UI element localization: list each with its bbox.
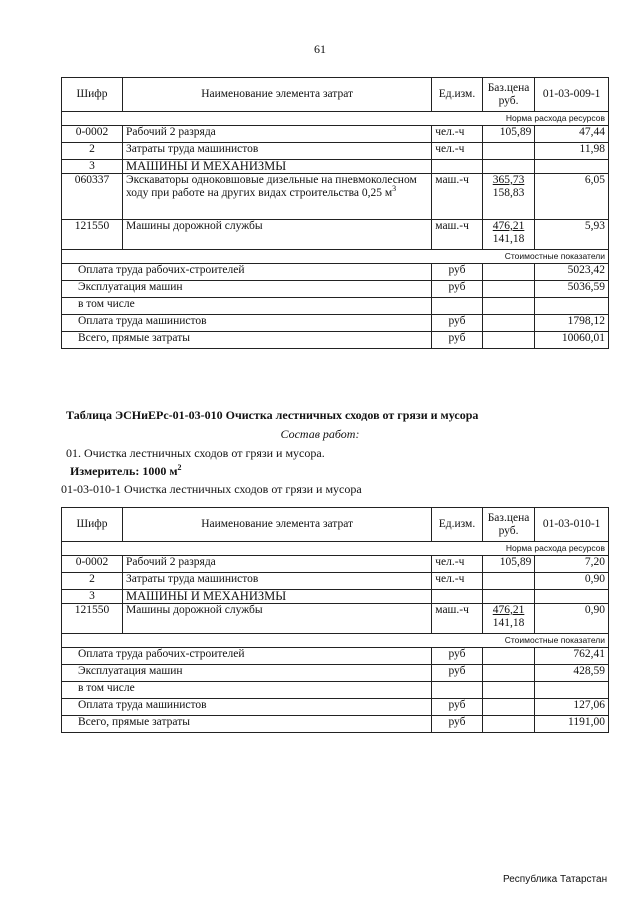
cost-unit: руб	[432, 332, 482, 349]
table-row	[62, 126, 609, 143]
header-code: Шифр	[62, 78, 123, 112]
cost-name: Оплата труда машинистов	[62, 699, 432, 716]
table-row	[62, 604, 609, 634]
cost-value: 5036,59	[535, 281, 609, 298]
row-value: 11,98	[535, 143, 609, 160]
header-name: Наименование элемента затрат	[123, 508, 432, 542]
cost-name: Всего, прямые затраты	[62, 716, 432, 733]
cost-value	[535, 682, 609, 699]
cost-name: Оплата труда рабочих-строителей	[62, 648, 432, 665]
cost-name: Эксплуатация машин	[62, 281, 432, 298]
cost-unit	[432, 682, 482, 699]
cost-subheader-row	[62, 250, 609, 264]
row-unit: чел.-ч	[432, 556, 482, 573]
row-name: Машины дорожной службы	[123, 220, 432, 250]
cost-value: 1798,12	[535, 315, 609, 332]
table-row	[62, 556, 609, 573]
cost-unit: руб	[432, 716, 482, 733]
row-price	[482, 143, 535, 160]
section-title: Таблица ЭСНиЕРс-01-03-010 Очистка лестничных сходов от грязи и мусора	[66, 408, 479, 422]
cost-unit	[432, 298, 482, 315]
table-row	[62, 143, 609, 160]
cost-label: Стоимостные показатели	[62, 250, 609, 264]
cost-unit: руб	[432, 281, 482, 298]
cost-unit: руб	[432, 315, 482, 332]
table-row	[62, 573, 609, 590]
cost-row	[62, 682, 609, 699]
row-name: Рабочий 2 разряда	[123, 126, 432, 143]
header-code: Шифр	[62, 508, 123, 542]
page-number: 61	[314, 42, 326, 56]
row-code: 3	[62, 590, 123, 604]
row-name: МАШИНЫ И МЕХАНИЗМЫ	[123, 590, 432, 604]
table-row	[62, 590, 609, 604]
row-value: 7,20	[535, 556, 609, 573]
row-code: 121550	[62, 220, 123, 250]
norm-subheader-row	[62, 542, 609, 556]
resource-table-1	[61, 77, 609, 349]
table-header-row	[62, 78, 609, 112]
cost-value	[535, 298, 609, 315]
row-price: 476,21 141,18	[482, 604, 535, 634]
row-price: 365,73 158,83	[482, 174, 535, 220]
row-value: 0,90	[535, 604, 609, 634]
table-header-row	[62, 508, 609, 542]
row-price: 105,89	[482, 556, 535, 573]
header-norm-code: 01-03-009-1	[535, 78, 609, 112]
meter: Измеритель: 1000 $м^2$	[70, 463, 182, 478]
row-value: 47,44	[535, 126, 609, 143]
row-name: МАШИНЫ И МЕХАНИЗМЫ	[123, 160, 432, 174]
cost-value: 1191,00	[535, 716, 609, 733]
row-name: Рабочий 2 разряда	[123, 556, 432, 573]
row-code: 121550	[62, 604, 123, 634]
cost-value: 428,59	[535, 665, 609, 682]
row-unit: чел.-ч	[432, 126, 482, 143]
row-name: Затраты труда машинистов	[123, 573, 432, 590]
cost-label: Стоимостные показатели	[62, 634, 609, 648]
row-value: 5,93	[535, 220, 609, 250]
table-row	[62, 160, 609, 174]
row-code: 2	[62, 143, 123, 160]
cost-unit: руб	[432, 264, 482, 281]
header-unit: Ед.изм.	[432, 78, 482, 112]
cost-row	[62, 315, 609, 332]
row-code: 0-0002	[62, 126, 123, 143]
header-name: Наименование элемента затрат	[123, 78, 432, 112]
row-value: 6,05	[535, 174, 609, 220]
cost-row	[62, 332, 609, 349]
cost-name: в том числе	[62, 298, 432, 315]
cost-name: в том числе	[62, 682, 432, 699]
row-unit: маш.-ч	[432, 604, 482, 634]
header-price: Баз.цена руб.	[482, 78, 535, 112]
resource-table-2	[61, 507, 609, 733]
header-norm-code: 01-03-010-1	[535, 508, 609, 542]
cost-name: Оплата труда машинистов	[62, 315, 432, 332]
cost-value: 762,41	[535, 648, 609, 665]
row-unit: маш.-ч	[432, 220, 482, 250]
table-row	[62, 174, 609, 220]
work-item: 01. Очистка лестничных сходов от грязи и мусора.	[66, 446, 325, 460]
cost-name: Эксплуатация машин	[62, 665, 432, 682]
cost-row	[62, 716, 609, 733]
cost-row	[62, 665, 609, 682]
norm-subheader-row	[62, 112, 609, 126]
row-code: 060337	[62, 174, 123, 220]
cost-name: Всего, прямые затраты	[62, 332, 432, 349]
row-unit: чел.-ч	[432, 573, 482, 590]
row-name: Машины дорожной службы	[123, 604, 432, 634]
cost-row	[62, 648, 609, 665]
cost-row	[62, 298, 609, 315]
cost-value: 10060,01	[535, 332, 609, 349]
cost-row	[62, 264, 609, 281]
row-value: 0,90	[535, 573, 609, 590]
row-unit: чел.-ч	[432, 143, 482, 160]
row-code: 0-0002	[62, 556, 123, 573]
cost-row	[62, 699, 609, 716]
cost-unit: руб	[432, 699, 482, 716]
cost-name: Оплата труда рабочих-строителей	[62, 264, 432, 281]
row-code: 2	[62, 573, 123, 590]
row-price: 105,89	[482, 126, 535, 143]
footer-region: Республика Татарстан	[503, 874, 608, 885]
norm-label: Норма расхода ресурсов	[62, 112, 609, 126]
row-code: 3	[62, 160, 123, 174]
cost-value: 5023,42	[535, 264, 609, 281]
works-title: Состав работ:	[280, 427, 360, 441]
cost-row	[62, 281, 609, 298]
row-price: 476,21 141,18	[482, 220, 535, 250]
row-name: Затраты труда машинистов	[123, 143, 432, 160]
row-price	[482, 573, 535, 590]
header-unit: Ед.изм.	[432, 508, 482, 542]
item-code-line: 01-03-010-1 Очистка лестничных сходов от грязи и мусора	[61, 482, 362, 496]
cost-unit: руб	[432, 648, 482, 665]
cost-unit: руб	[432, 665, 482, 682]
norm-label: Норма расхода ресурсов	[62, 542, 609, 556]
cost-value: 127,06	[535, 699, 609, 716]
row-unit: маш.-ч	[432, 174, 482, 220]
header-price: Баз.цена руб.	[482, 508, 535, 542]
cost-subheader-row	[62, 634, 609, 648]
table-row	[62, 220, 609, 250]
row-name: Экскаваторы одноковшовые дизельные на пневмоколесном ходу при работе на других видах строительства 0,25 $м^3$	[123, 174, 432, 220]
